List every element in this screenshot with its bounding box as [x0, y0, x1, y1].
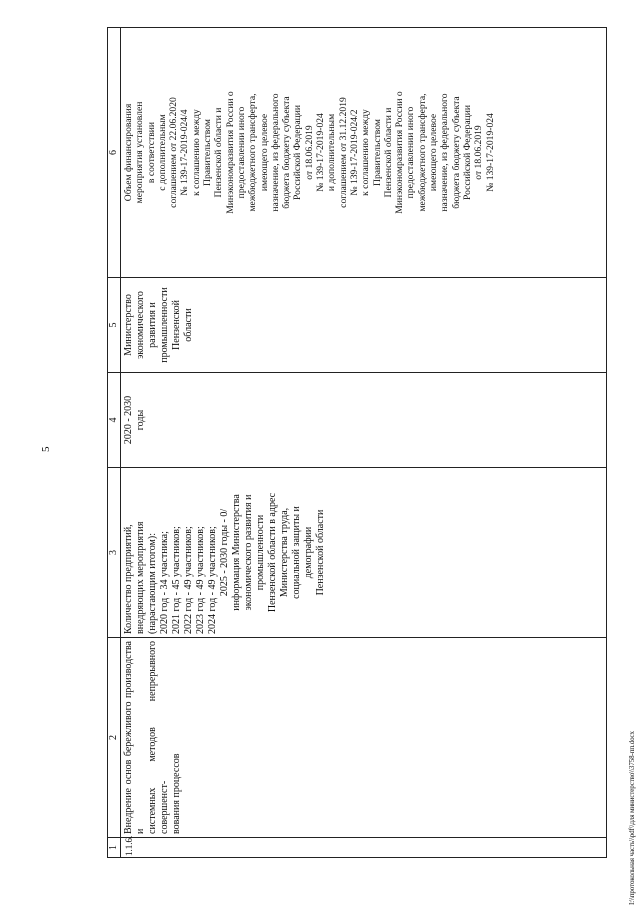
rotated-table-container [107, 28, 607, 858]
funding-line: мероприятия установлен [134, 101, 146, 204]
funding-line: назначение, из федерального [439, 93, 451, 212]
indicator-line: Количество предприятий, [123, 524, 134, 634]
indicator-line: Пензенской области [315, 509, 326, 596]
indicator-line: 2023 год - 49 участников; [195, 526, 206, 634]
funding-line: № 139-17-2019-024 [315, 113, 327, 192]
indicator-line: 2022 год - 49 участников; [183, 526, 194, 634]
page-number: 5 [40, 446, 52, 452]
funding-line: в соответствии [145, 121, 157, 184]
funding-line: бюджета бюджету субъекта [281, 96, 293, 209]
years-line: годы [135, 409, 146, 431]
activity-line: системных методов непрерывного совершенст- [147, 641, 170, 834]
funding-cell [121, 28, 607, 278]
funding-line: назначение, из федерального [269, 93, 281, 212]
header-cell-1: 1 [108, 838, 121, 858]
indicator-line: 2025 - 2030 годы - 0/ [219, 508, 230, 597]
footer-file-path: I:\\протокольная часть\\pdf\\для министерство\\3758-пп.docx [628, 731, 636, 905]
executor-line: экономического [135, 291, 146, 359]
funding-line: межбюджетного трансферта, [416, 93, 428, 212]
indicator-line: демографии [303, 526, 314, 579]
funding-line: к соглашению между [360, 109, 372, 196]
indicator-line: социальной защиты и [291, 506, 302, 599]
funding-line: имеющего целевое [258, 113, 270, 192]
funding-line: Минэкономразвития России о [224, 91, 236, 214]
indicator-line: 2021 год - 45 участников; [171, 526, 182, 634]
years-cell [121, 373, 607, 468]
funding-line: Российской Федерации [461, 105, 473, 200]
header-cell-4: 4 [108, 373, 121, 468]
funding-line: Правительством [371, 119, 383, 186]
activity-cell [121, 638, 607, 838]
funding-line: от 18.06.2019 [303, 125, 315, 180]
indicator-line: внедряющих мероприятия [135, 521, 146, 634]
executor-line: промышленности [159, 287, 170, 363]
funding-line: № 139-17-2019-024/2 [348, 109, 360, 196]
indicator-line: (нарастающим итогом): [147, 533, 158, 634]
funding-line: Пензенской области и [382, 107, 394, 198]
table-header-row [108, 28, 121, 858]
activity-line: Внедрение основ бережливого производства и [123, 641, 146, 834]
indicator-line: экономического развития и [243, 494, 254, 611]
funding-line: межбюджетного трансферта, [247, 93, 259, 212]
header-cell-2: 2 [108, 638, 121, 838]
funding-line: Минэкономразвития России о [394, 91, 406, 214]
indicator-line: Министерства труда, [279, 507, 290, 598]
executor-cell [121, 278, 607, 373]
funding-line: предоставлении иного [235, 106, 247, 199]
funding-line: № 139-17-2019-024 [484, 113, 496, 192]
executor-line: области [183, 308, 194, 342]
funding-line: соглашением от 22.06.2020 [168, 97, 180, 208]
funding-line: Правительством [202, 119, 214, 186]
years-line: 2020 - 2030 [123, 395, 134, 445]
funding-line: от 18.06.2019 [473, 125, 485, 180]
funding-line: и дополнительным [326, 113, 338, 192]
activity-line: вования процессов [171, 753, 182, 834]
indicator-line: 2024 год - 49 участников; [207, 526, 218, 634]
funding-line: бюджета бюджету субъекта [450, 96, 462, 209]
funding-line: Объем финансирования [123, 103, 134, 202]
funding-line: имеющего целевое [428, 113, 440, 192]
indicator-line: Пензенской области в адрес [267, 492, 278, 613]
header-cell-6: 6 [108, 28, 121, 278]
executor-line: Пензенской [171, 300, 182, 350]
funding-line: Российской Федерации [292, 105, 304, 200]
indicator-cell [121, 468, 607, 638]
indicator-line: 2020 год - 34 участника; [159, 531, 170, 634]
header-cell-5: 5 [108, 278, 121, 373]
funding-line: соглашением от 31.12.2019 [337, 97, 349, 208]
row-number-cell: 1.1.6. [121, 838, 607, 858]
header-cell-3: 3 [108, 468, 121, 638]
funding-line: с дополнительным [156, 114, 168, 191]
funding-line: к соглашению между [190, 109, 202, 196]
table-row [121, 28, 607, 858]
indicator-line: промышленности [255, 514, 266, 591]
funding-line: № 139-17-2019-024/4 [179, 109, 191, 196]
funding-line: предоставлении иного [405, 106, 417, 199]
funding-line: Пензенской области и [213, 107, 225, 198]
measures-table [107, 27, 607, 858]
executor-line: Министерство [123, 294, 134, 356]
executor-line: развития и [147, 302, 158, 348]
indicator-line: информация Министерства [231, 494, 242, 611]
